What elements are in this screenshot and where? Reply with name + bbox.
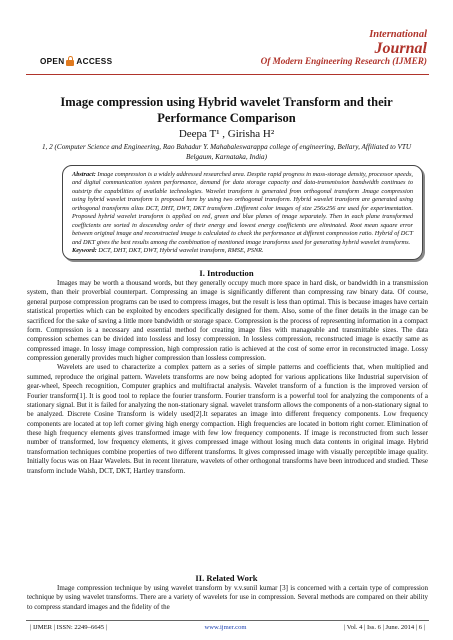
paper-title: Image compression using Hybrid wavelet Transform and their Performance Comparison <box>60 95 393 126</box>
section-heading-introduction: I. Introduction <box>199 268 254 278</box>
journal-line-2: Journal <box>374 39 427 57</box>
abstract-text: Image compression is a widely addressed researched area. Despite rapid progress in mass-storage density, processor speeds, and digital communication system performance, demand for data storage capacity and data-transmission bandwidth continues to outstrip the capabilities of available technologies. Wavelet transform is generated from orthogonal transform .Image compression using hybrid wavelet transform is proposed here by using two orthogonal transform. Hybrid wavelet transform are generated using orthogonal transforms alias DCT, DHT, DWT, DKT transform .Different color images of size 256x256 are used for experimentation. Proposed hybrid wavelet transform is applied on red, green and blue planes of image separately. Then in each plane transformed coefficients are sorted in descending order of their energy and lowest energy coefficients are eliminated. Root mean square error between original image and reconstructed image is calculated to check the performance at different compression ratio. Hybrid of DCT and DKT gives the best results among the combination of mentioned image transforms used for generating hybrid wavelet transforms. <box>72 171 414 246</box>
introduction-paragraph-2: Wavelets are used to characterize a complex pattern as a series of simple patterns and coefficients that, when multiplied and summed, reproduce the original pattern. Wavelets transforms are now being adopted for various applications like Industrial supervision of gear-wheel, Speech recognition, Computer graphics and multifractal analysis. Wavelet transform of a function is the improved version of Fourier transform[1]. It is good tool to replace the fourier transform. Fourier transform is a powerful tool for analyzing the components of a stationary signal. But it is failed for analyzing the non-stationary signal. wavelet transform allows the components of a non-stationary signal to be analyzed. Discrete Cosine Transform is widely used[2].It separates an image into different frequency components. Low frequency components are located at top left corner giving high energy compaction. High frequencies are located in bottom right corner. Elimination of these high frequency elements gives transformed image with few low frequency components. If image is reconstructed from such lesser number of transformed, low frequency elements, it gives compressed image without losing much data contents in original image. Hybrid transformation techniques combine properties of two different transforms. It gives compressed image with visually perceptible image quality. Initially focus was on Haar Wavelets. But in recent literature, wavelets of other orthogonal transforms have been introduced and studied. These transform include Walsh, DCT, DKT, Hartley transform. <box>27 363 428 475</box>
page-footer <box>30 624 425 631</box>
paper-affiliation: 1, 2 (Computer Science and Engineering, Rao Bahadur Y. Mahabaleswarappa college of engineering, Bellary, Affiliated to VTU Belgaum, Karnataka, India) <box>41 143 412 161</box>
keywords-label: Keyword: <box>72 246 97 254</box>
journal-line-3: Of Modern Engineering Research (IJMER) <box>260 55 427 66</box>
related-work-body <box>27 584 428 612</box>
abstract-paragraph <box>72 171 413 255</box>
footer-website-link[interactable]: www.ijmer.com <box>204 624 247 631</box>
open-access-logo <box>40 56 112 66</box>
open-access-word-open: OPEN <box>40 56 65 66</box>
paper-authors: Deepa T¹ , Girisha H² <box>178 128 275 140</box>
footer-issn: | IJMER | ISSN: 2249–6645 | <box>30 624 108 631</box>
abstract-label: Abstract: <box>72 171 96 178</box>
section-heading-related-work: II. Related Work <box>195 573 258 583</box>
abstract-box <box>62 165 423 260</box>
open-access-word-access: ACCESS <box>76 56 113 66</box>
footer-divider <box>26 620 429 621</box>
open-lock-icon <box>66 56 74 66</box>
journal-line-1: International <box>369 29 427 40</box>
related-work-paragraph-1: Image compression technique by using wavelet transform by v.v.sunil kumar [3] is concerned with a certain type of compression technique by using wavelet transforms. There are a variety of wavelets for use in compression. Several methods are compared on their ability to compress standard images and the fidelity of the <box>27 584 428 611</box>
footer-volume-info: | Vol. 4 | Iss. 6 | June. 2014 | 6 | <box>343 624 425 631</box>
journal-masthead <box>261 30 427 66</box>
introduction-body <box>27 279 428 476</box>
keywords-text: DCT, DHT, DKT, DWT, Hybrid wavelet transform, RMSE, PSNR. <box>98 246 264 254</box>
introduction-paragraph-1: Images may be worth a thousand words, but they generally occupy much more space in hard disk, or bandwidth in a transmission system, than their proverbial counterpart. Compressing an image is significantly different than compressing raw binary data. Of course, general purpose compression programs can be used to compress images, but the result is less than optimal. This is because images have certain statistical properties which can be exploited by encoders specifically designed for them. Also, some of the finer details in the image can be sacrificed for the sake of saving a little more bandwidth or storage space. Compression is the process of representing information in a compact form. Compression is a necessary and essential method for creating image files with manageable and transmittable sizes. The data compression schemes can be divided into lossless and lossy compression. In lossless compression, reconstructed image is exactly same as compressed image. In lossy image compression, high compression ratio is achieved at the cost of some error in reconstructed image. Lossy compression generally provides much higher compression than lossless compression. <box>27 279 428 362</box>
header-divider <box>26 74 429 75</box>
